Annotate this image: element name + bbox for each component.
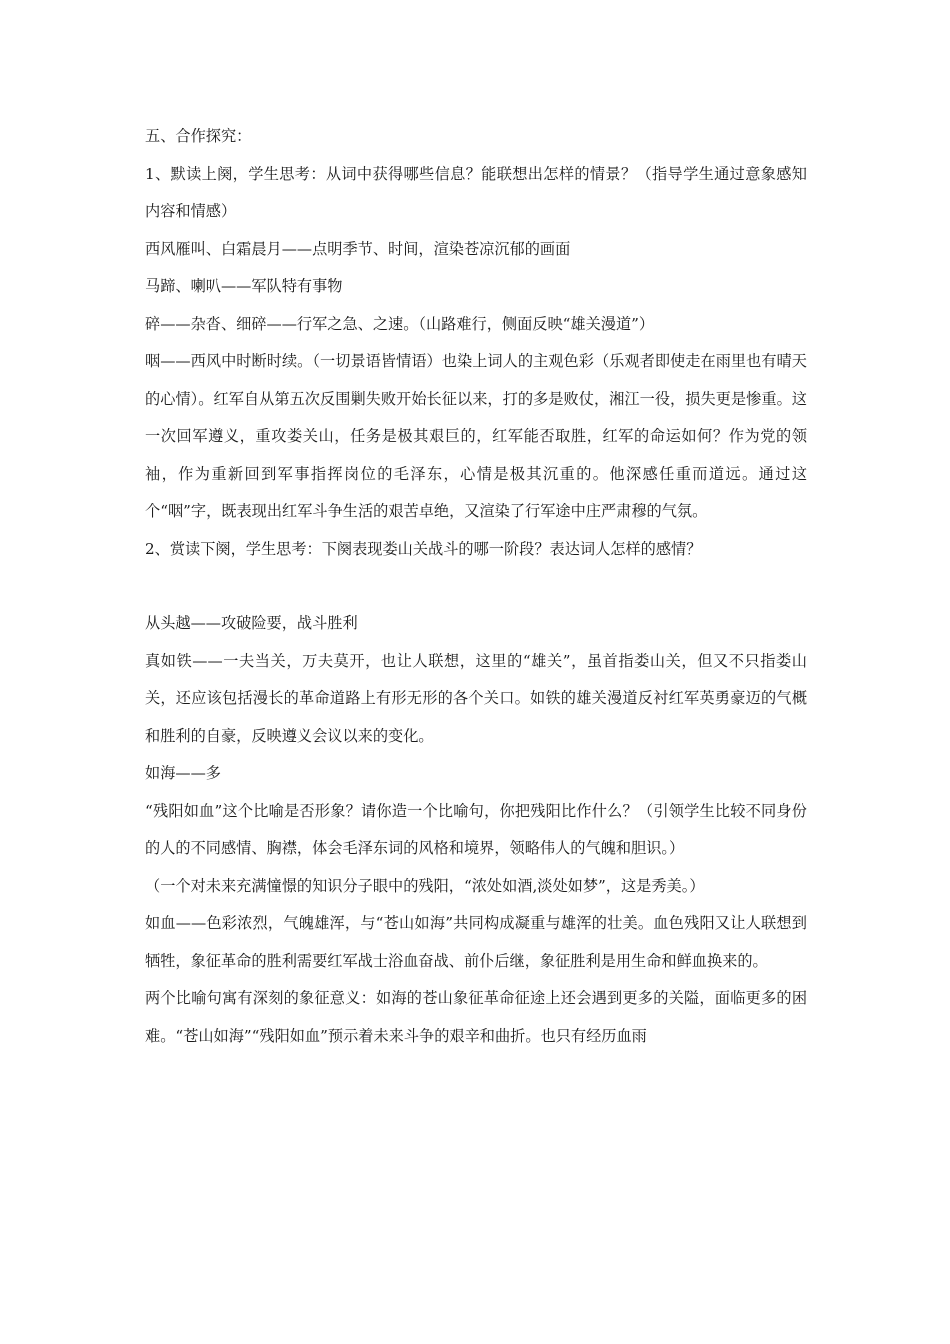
paragraph-sui: 碎——杂沓、细碎——行军之急、之速。（山路难行，侧面反映“雄关漫道”） (145, 314, 655, 333)
paragraph-congtouyue: 从头越——攻破险要，战斗胜利 (145, 614, 358, 632)
paragraph-zhenrutie: 真如铁——一夫当关，万夫莫开，也让人联想，这里的“雄关”，虽首指娄山关，但又不只指娄山关，还应该包括漫长的革命道路上有形无形的各个关口。如铁的雄关漫道反衬红军英勇豪迈的气概和胜利的自豪，反映遵义会议以来的变化。 (145, 651, 807, 745)
paragraph-mati: 马蹄、喇叭——军队特有事物 (145, 277, 343, 295)
document-page (145, 118, 807, 1055)
paragraph-ruxue: 如血——色彩浓烈，气魄雄浑，与“苍山如海”共同构成凝重与雄浑的壮美。血色残阳又让人联想到牺牲，象征革命的胜利需要红军战士浴血奋战、前仆后继，象征胜利是用生命和鲜血换来的。 (145, 914, 807, 970)
paragraph-question-1: 1、默读上阕，学生思考：从词中获得哪些信息？能联想出怎样的情景？（指导学生通过意象感知内容和情感） (145, 164, 807, 220)
paragraph-yan: 咽——西风中时断时续。（一切景语皆情语）也染上词人的主观色彩（乐观者即使走在雨里也有晴天的心情）。红军自从第五次反围剿失败开始长征以来，打的多是败仗，湘江一役，损失更是惨重。这一次回军遵义，重攻娄关山，任务是极其艰巨的，红军能否取胜，红军的命运如何？作为党的领袖，作为重新回到军事指挥岗位的毛泽东，心情是极其沉重的。他深感任重而道远。通过这个“咽”字，既表现出红军斗争生活的艰苦卓绝，又渲染了行军途中庄严肃穆的气氛。 (145, 352, 807, 520)
paragraph-ruhai: 如海——多 (145, 764, 221, 782)
blank-line (145, 568, 807, 605)
paragraph-canyang-example: （一个对未来充满憧憬的知识分子眼中的残阳，“浓处如酒,淡处如梦”，这是秀美。） (145, 876, 705, 895)
paragraph-xifeng: 西风雁叫、白霜晨月——点明季节、时间，渲染苍凉沉郁的画面 (145, 239, 571, 258)
paragraph-canyang-question: “残阳如血”这个比喻是否形象？请你造一个比喻句，你把残阳比作什么？（引领学生比较不同身份的人的不同感情、胸襟，体会毛泽东词的风格和境界，领略伟人的气魄和胆识。） (145, 801, 807, 857)
section-heading: 五、合作探究： (145, 127, 252, 145)
paragraph-question-2: 2、赏读下阕，学生思考：下阕表现娄山关战斗的哪一阶段？表达词人怎样的感情？ (145, 539, 702, 558)
paragraph-symbolism: 两个比喻句寓有深刻的象征意义：如海的苍山象征革命征途上还会遇到更多的关隘，面临更多的困难。“苍山如海”“残阳如血”预示着未来斗争的艰辛和曲折。也只有经历血雨 (145, 989, 807, 1045)
